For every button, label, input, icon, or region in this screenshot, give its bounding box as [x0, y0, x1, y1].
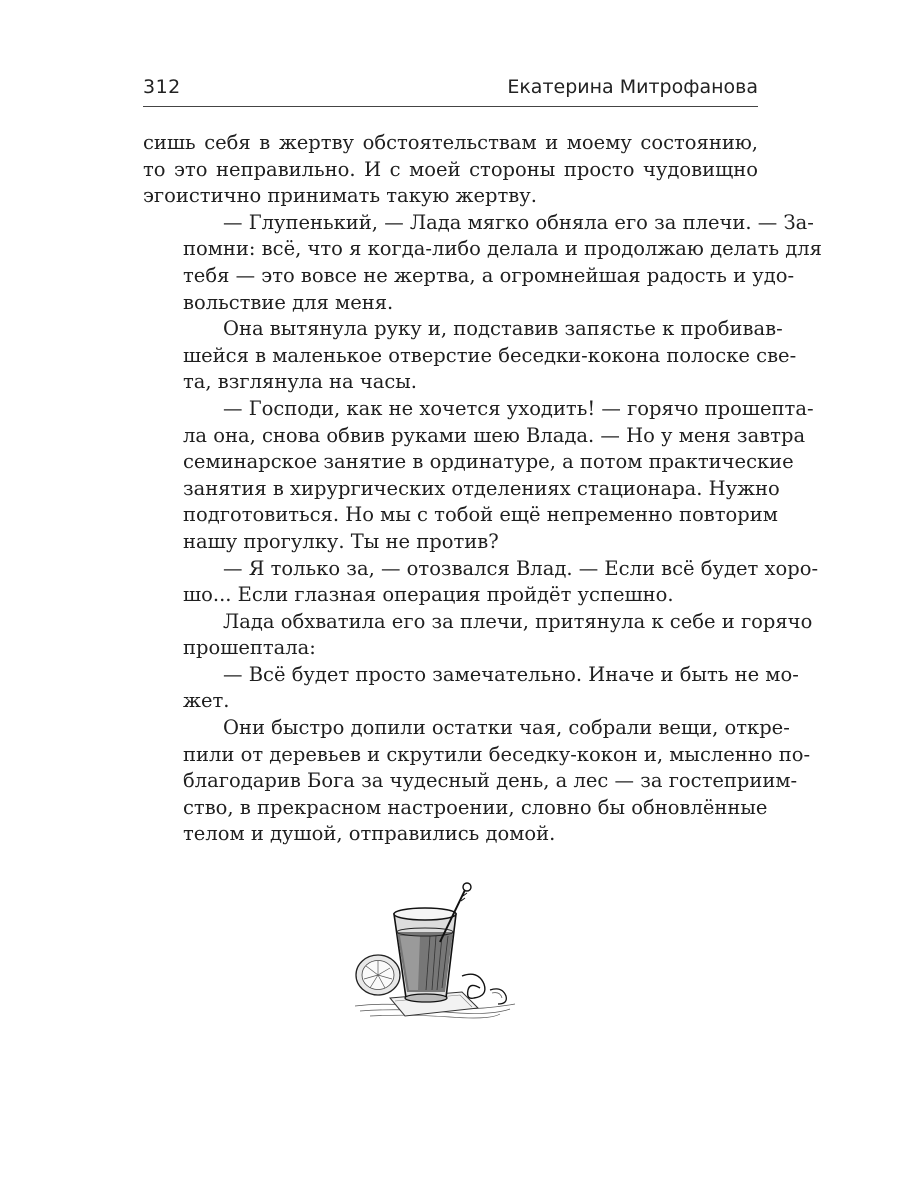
text-line: ство, в прекрасном настроении, словно бы обновлённые: [183, 795, 768, 819]
paragraph: [143, 662, 799, 715]
paragraph: [143, 556, 819, 609]
text-line: — Господи, как не хочется уходить! — горячо прошепта-: [223, 396, 814, 420]
text-line: благодарив Бога за чудесный день, а лес — за гостеприим-: [183, 769, 798, 793]
text-line: вольствие для меня.: [183, 290, 394, 314]
text-line: шо... Если глазная операция пройдёт успешно.: [183, 583, 674, 607]
text-line: занятия в хирургических отделениях стационара. Нужно: [183, 476, 780, 500]
paragraph: [143, 130, 758, 210]
text-line: ла она, снова обвив руками шею Влада. — Но у меня завтра: [183, 423, 806, 447]
text-line: телом и душой, отправились домой.: [183, 822, 556, 846]
text-line: — Я только за, — отозвался Влад. — Если всё будет хоро-: [223, 556, 819, 580]
text-line: нашу прогулку. Ты не против?: [183, 529, 499, 553]
text-line: то это неправильно. И с моей стороны просто чудовищно: [143, 157, 758, 181]
text-line: та, взглянула на часы.: [183, 370, 417, 394]
running-head: [143, 72, 758, 107]
text-line: подготовиться. Но мы с тобой ещё непременно повторим: [183, 503, 778, 527]
text-line: эгоистично принимать такую жертву.: [143, 184, 537, 208]
author-name: Екатерина Митрофанова: [507, 76, 758, 98]
paragraph: [143, 715, 811, 848]
text-line: — Всё будет просто замечательно. Иначе и быть не мо-: [223, 662, 799, 686]
text-line: тебя — это вовсе не жертва, а огромнейшая радость и удо-: [183, 263, 795, 287]
text-line: помни: всё, что я когда-либо делала и продолжаю делать для: [183, 237, 822, 261]
text-line: прошептала:: [183, 636, 316, 660]
tea-glass-lemon-vignette-icon: [350, 880, 520, 1030]
paragraph: [143, 396, 814, 556]
text-line: Они быстро допили остатки чая, собрали вещи, откре-: [223, 716, 790, 740]
paragraph: [143, 210, 822, 316]
text-line: семинарское занятие в ординатуре, а потом практические: [183, 450, 794, 474]
text-line: сишь себя в жертву обстоятельствам и моему состоянию,: [143, 131, 758, 154]
page-number: 312: [143, 76, 181, 98]
paragraph: [143, 316, 797, 396]
text-line: шейся в маленькое отверстие беседки-кокона полоске све-: [183, 343, 797, 367]
paragraph: [143, 609, 813, 662]
text-line: Она вытянула руку и, подставив запястье к пробивав-: [223, 317, 783, 341]
text-line: — Глупенький, — Лада мягко обняла его за плечи. — За-: [223, 210, 814, 234]
body-text: [143, 130, 822, 848]
text-line: Лада обхватила его за плечи, притянула к себе и горячо: [223, 609, 813, 633]
text-line: жет.: [183, 689, 230, 713]
text-line: пили от деревьев и скрутили беседку-кокон и, мысленно по-: [183, 742, 811, 766]
